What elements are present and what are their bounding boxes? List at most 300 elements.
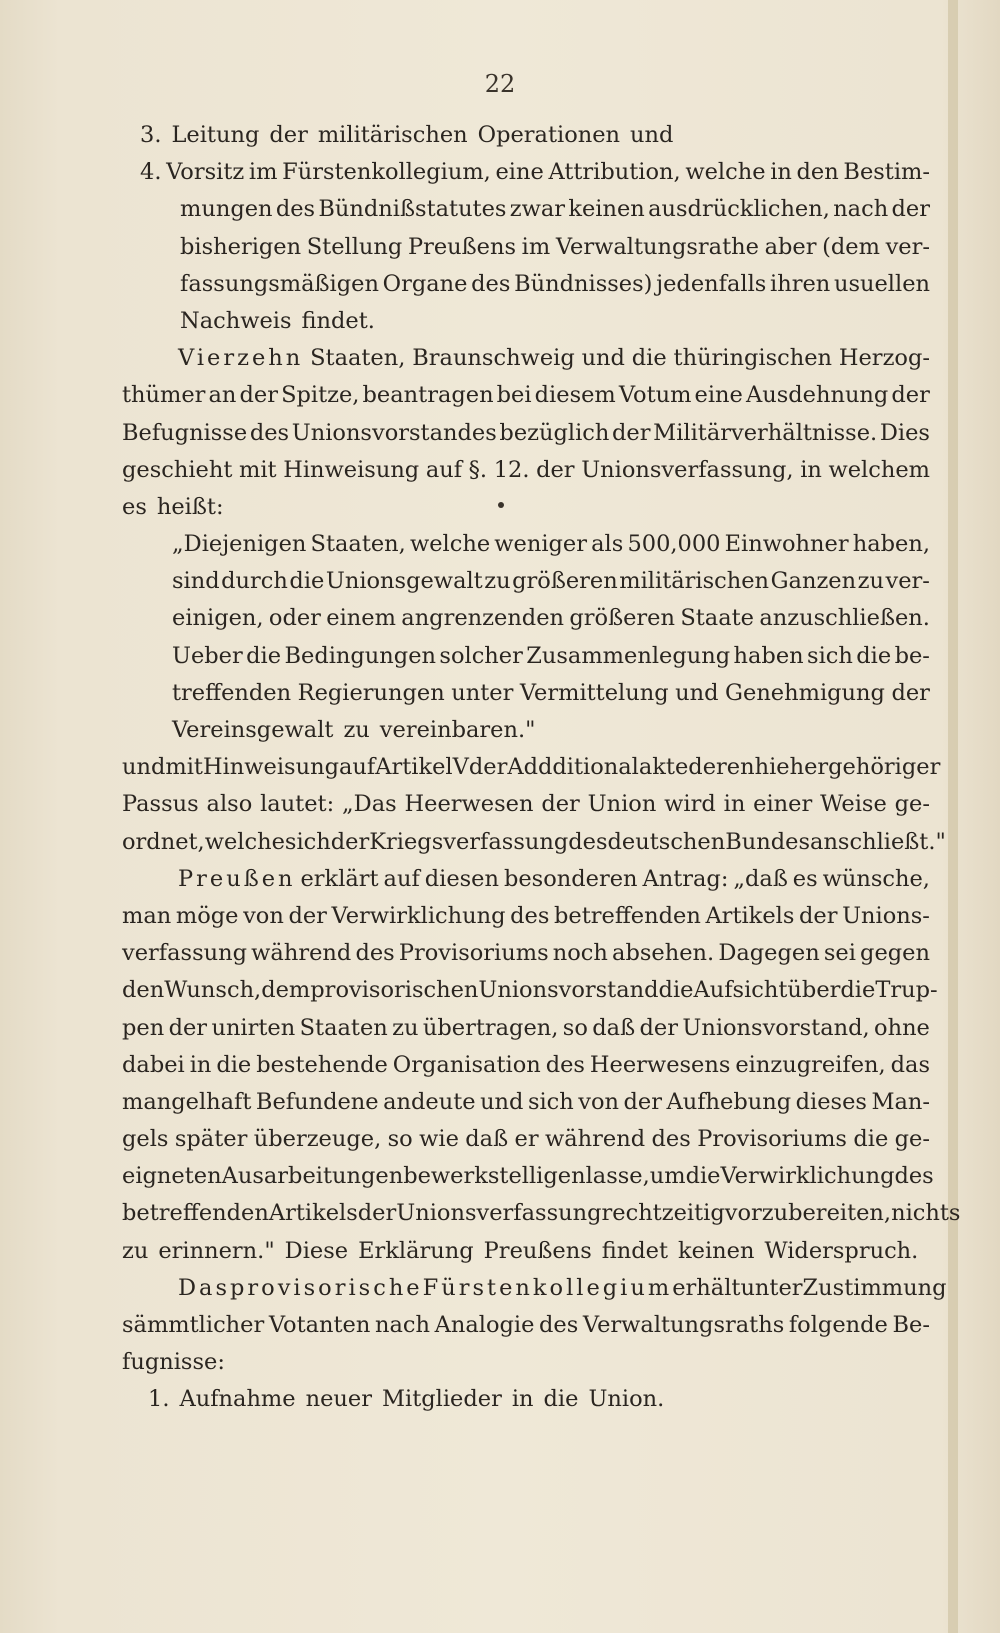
- text-line: [122, 303, 930, 340]
- word: findet: [601, 1237, 669, 1264]
- text-line: [122, 935, 930, 972]
- word: Ausarbeitungen: [221, 1163, 404, 1190]
- word: einzugreifen,: [735, 1051, 886, 1078]
- word: nach: [833, 196, 889, 223]
- word: um: [649, 1163, 686, 1190]
- word: des: [651, 1126, 691, 1153]
- word: die: [631, 345, 667, 372]
- word: von: [578, 1088, 620, 1115]
- word: wird: [664, 791, 716, 818]
- word: dieses: [795, 1088, 867, 1115]
- text-line: [122, 154, 930, 191]
- page-edge: [948, 0, 958, 1633]
- word: dabei: [122, 1051, 185, 1078]
- text-line: [122, 1195, 961, 1232]
- word: Dagegen: [718, 940, 820, 967]
- word: auf: [425, 456, 463, 483]
- word: Analogie: [434, 1312, 535, 1338]
- word: so: [387, 1126, 413, 1153]
- word: Fürstenkollegium: [422, 1274, 673, 1301]
- word: Aufnahme: [179, 1386, 296, 1413]
- word: keinen: [678, 1237, 755, 1264]
- word: hieher: [754, 754, 829, 781]
- word: der: [623, 1088, 662, 1115]
- word: der: [269, 122, 308, 148]
- text-line: [122, 1158, 934, 1195]
- word: durch: [221, 568, 288, 595]
- word: einer: [753, 791, 813, 818]
- word: Stellung: [306, 233, 403, 260]
- word: welchem: [828, 456, 930, 483]
- word: thüringischen: [673, 345, 833, 372]
- word: der: [639, 1014, 678, 1041]
- text-line: [122, 452, 930, 489]
- word: Heerwesen: [404, 791, 534, 818]
- word: Preußens: [407, 233, 517, 260]
- word: be-: [894, 642, 930, 669]
- text-line: [122, 1233, 930, 1270]
- word: Fürstenkollegium,: [282, 159, 491, 186]
- word: heißt:: [156, 493, 224, 520]
- word: über: [787, 977, 841, 1004]
- word: von: [243, 902, 284, 929]
- word: noch: [552, 940, 608, 967]
- word: Leitung: [171, 122, 260, 148]
- word: Union: [587, 791, 657, 818]
- word: Unions-: [842, 902, 930, 929]
- word: haben: [733, 642, 804, 669]
- word: übertragen,: [422, 1014, 559, 1041]
- text-line: [122, 1047, 930, 1084]
- word: die: [685, 1163, 721, 1190]
- word: „Diejenigen: [172, 531, 307, 558]
- word: provisorische: [230, 1274, 423, 1301]
- word: im: [521, 233, 551, 260]
- word: ge-: [894, 1126, 930, 1153]
- word: Genehmigung: [725, 679, 885, 706]
- word: welche: [204, 828, 285, 855]
- word: Addditionalakte: [507, 754, 689, 781]
- word: des: [275, 196, 316, 223]
- word: Operationen: [477, 122, 621, 148]
- word: daß: [592, 1014, 636, 1041]
- word: Zustimmung: [802, 1274, 947, 1301]
- word: thümer: [122, 382, 206, 409]
- text-line: [122, 191, 930, 228]
- word: Braunschweig: [412, 345, 575, 372]
- word: Bundes: [725, 828, 811, 855]
- word: Herzog-: [838, 345, 930, 372]
- text-line: [122, 898, 930, 935]
- word: Befundene: [255, 1088, 379, 1115]
- text-line: [122, 526, 930, 563]
- word: die: [289, 568, 325, 595]
- word: vorzubereiten,: [724, 1200, 892, 1227]
- word: des: [471, 270, 511, 297]
- word: 1.: [148, 1386, 170, 1413]
- word: die: [840, 977, 876, 1004]
- word: Kriegsverfassung: [369, 828, 569, 855]
- word: sich: [284, 828, 331, 855]
- word: Be-: [892, 1312, 930, 1338]
- word: Verwaltungsrathe: [555, 233, 759, 260]
- word: der: [357, 1200, 397, 1227]
- word: ordnet,: [122, 828, 205, 855]
- word: verfassung: [122, 940, 248, 967]
- word: ver-: [885, 568, 930, 595]
- word: Artikels: [705, 902, 795, 929]
- word: keinen: [568, 196, 645, 223]
- word: welche: [409, 531, 491, 558]
- word: Diese: [284, 1237, 349, 1264]
- word: Votum: [618, 382, 692, 409]
- word: auf: [383, 865, 420, 892]
- word: gels: [122, 1126, 169, 1153]
- word: nichts: [891, 1200, 961, 1227]
- word: bei: [496, 382, 532, 409]
- word: Unionsverfassung: [396, 1200, 602, 1227]
- word: fugnisse:: [122, 1349, 225, 1376]
- word: „Das: [342, 791, 397, 818]
- word: einigen,: [172, 605, 264, 632]
- word: Hinweisung: [283, 456, 420, 483]
- word: dem: [261, 977, 311, 1004]
- word: des: [510, 902, 550, 929]
- word: treffenden: [172, 679, 292, 706]
- word: ohne: [874, 1014, 930, 1041]
- word: usuellen: [833, 270, 930, 297]
- word: V: [452, 754, 469, 781]
- word: geschieht: [122, 456, 233, 483]
- word: Einwohner: [724, 531, 849, 558]
- word: folgende: [788, 1312, 888, 1338]
- word: lasse,: [585, 1163, 650, 1190]
- word: der: [239, 382, 278, 409]
- word: Regierungen: [297, 679, 445, 706]
- word: anzuschließen.: [759, 605, 930, 632]
- page-number: 22: [484, 70, 516, 98]
- word: der: [468, 754, 508, 781]
- word: der: [288, 902, 327, 929]
- word: der: [541, 791, 580, 818]
- word: Vierzehn: [178, 345, 304, 372]
- word: vereinbaren.": [379, 717, 536, 743]
- word: Verwaltungsraths: [582, 1312, 785, 1338]
- word: aber: [764, 233, 817, 260]
- word: sämmtlicher: [122, 1312, 265, 1338]
- word: militärischen: [317, 122, 468, 148]
- text-line: [122, 1381, 930, 1418]
- word: Mitglieder: [381, 1386, 502, 1413]
- word: ausdrücklichen,: [648, 196, 830, 223]
- word: zu: [484, 568, 511, 595]
- text-line: [122, 1270, 947, 1307]
- word: der: [330, 828, 370, 855]
- word: beantragen: [362, 382, 494, 409]
- word: erhält: [672, 1274, 741, 1301]
- word: es: [792, 865, 818, 892]
- word: rechtzeitig: [601, 1200, 725, 1227]
- word: größeren: [512, 568, 618, 595]
- text-body: [122, 117, 961, 1419]
- word: Bestim-: [843, 159, 930, 186]
- word: der: [891, 196, 930, 223]
- text-line: [122, 1307, 930, 1344]
- word: militärischen: [619, 568, 770, 595]
- word: in: [800, 456, 822, 483]
- word: zu: [343, 717, 370, 743]
- word: Artikel: [375, 754, 453, 781]
- word: bisherigen: [180, 233, 302, 260]
- word: Militärverhältnisse.: [653, 419, 878, 446]
- text-line: [122, 600, 930, 637]
- word: Vermittelung: [519, 679, 669, 706]
- word: bezüglich: [499, 419, 610, 446]
- word: Vorsitz: [166, 159, 245, 186]
- word: absehen.: [612, 940, 715, 967]
- word: Preußens: [483, 1237, 592, 1264]
- word: Unionsvorstand,: [682, 1014, 870, 1041]
- word: Dies: [879, 419, 930, 446]
- word: Zusammenlegung: [526, 642, 731, 669]
- word: also: [206, 791, 253, 818]
- word: es: [122, 493, 147, 520]
- word: ihren: [770, 270, 831, 297]
- word: Bedingungen: [284, 642, 437, 669]
- word: fassungsmäßigen: [180, 270, 379, 297]
- word: den: [796, 159, 839, 186]
- word: Passus: [122, 791, 199, 818]
- text-line: [122, 563, 930, 600]
- word: betreffenden: [122, 1200, 269, 1227]
- word: während: [251, 940, 352, 967]
- word: Unionsverfassung,: [581, 456, 794, 483]
- word: Ganzen: [770, 568, 857, 595]
- word: jedenfalls: [656, 270, 767, 297]
- word: Hinweisung: [202, 754, 339, 781]
- word: des: [249, 419, 290, 446]
- word: der: [536, 456, 575, 483]
- word: Trup-: [875, 977, 938, 1004]
- word: Wunsch,: [164, 977, 262, 1004]
- word: Widerspruch.: [764, 1237, 919, 1264]
- text-line: [122, 117, 930, 154]
- word: (dem: [822, 233, 880, 260]
- text-line: [122, 1010, 930, 1047]
- word: des: [894, 1163, 934, 1190]
- word: „daß: [733, 865, 788, 892]
- word: Antrag:: [642, 865, 729, 892]
- word: erinnern.": [158, 1237, 275, 1264]
- word: gegen: [860, 940, 930, 967]
- word: der: [798, 902, 838, 929]
- word: Provisoriums: [697, 1126, 847, 1153]
- word: solcher: [439, 642, 523, 669]
- word: des: [539, 1312, 579, 1338]
- word: der: [891, 382, 930, 409]
- word: überzeuge,: [253, 1126, 382, 1153]
- word: wie: [419, 1126, 459, 1153]
- word: zwar: [509, 196, 566, 223]
- word: Unionsvorstand: [478, 977, 659, 1004]
- word: sei: [823, 940, 856, 967]
- word: die: [853, 1126, 889, 1153]
- word: den: [122, 977, 165, 1004]
- word: 500,000: [627, 531, 721, 558]
- word: pen: [122, 1014, 165, 1041]
- text-line: [122, 266, 930, 303]
- word: deutschen: [607, 828, 726, 855]
- word: Ueber: [172, 642, 243, 669]
- text-line: [122, 749, 941, 786]
- word: mit: [165, 754, 203, 781]
- word: Attribution,: [548, 159, 681, 186]
- word: ge-: [894, 791, 930, 818]
- word: der: [612, 419, 651, 446]
- word: weniger: [494, 531, 588, 558]
- word: Man-: [871, 1088, 930, 1115]
- word: und: [675, 679, 719, 706]
- word: Bündnisses): [514, 270, 653, 297]
- word: andeute: [383, 1088, 476, 1115]
- word: unirten: [211, 1014, 296, 1041]
- word: und: [581, 345, 625, 372]
- word: Union.: [588, 1386, 665, 1413]
- text-line: [122, 415, 930, 452]
- word: diesen: [424, 865, 499, 892]
- word: oder: [268, 605, 321, 632]
- word: die: [543, 1386, 579, 1413]
- text-line: [122, 1344, 930, 1381]
- word: daß: [465, 1126, 509, 1153]
- word: zu: [122, 1237, 149, 1264]
- text-line: [122, 229, 930, 266]
- word: Bündnißstatutes: [318, 196, 507, 223]
- word: später: [174, 1126, 248, 1153]
- word: besonderen: [503, 865, 638, 892]
- word: lautet:: [260, 791, 335, 818]
- word: als: [591, 531, 624, 558]
- word: das: [890, 1051, 930, 1078]
- word: und: [480, 1088, 524, 1115]
- word: Staaten,: [310, 531, 406, 558]
- word: in: [189, 1051, 212, 1078]
- word: im: [248, 159, 278, 186]
- word: bewerkstelligen: [403, 1163, 586, 1190]
- word: zu: [857, 568, 884, 595]
- word: Nachweis: [180, 307, 292, 334]
- word: findet.: [301, 307, 375, 334]
- text-line: [122, 786, 930, 823]
- word: deren: [688, 754, 755, 781]
- word: und: [630, 122, 674, 148]
- word: einem: [326, 605, 396, 632]
- text-line: [122, 861, 930, 898]
- word: die: [216, 1051, 252, 1078]
- word: Unionsgewalt: [325, 568, 483, 595]
- word: ver-: [885, 233, 930, 260]
- word: betreffenden: [553, 902, 701, 929]
- word: Vereinsgewalt: [172, 717, 334, 743]
- word: man: [122, 902, 172, 929]
- word: provisorischen: [310, 977, 479, 1004]
- word: Spitze,: [281, 382, 360, 409]
- text-line: [122, 675, 930, 712]
- word: in: [723, 791, 746, 818]
- word: Organisation: [392, 1051, 541, 1078]
- word: eigneten: [122, 1163, 222, 1190]
- word: sich: [807, 642, 853, 669]
- word: der: [891, 679, 930, 706]
- word: während: [545, 1126, 646, 1153]
- word: §.: [468, 456, 488, 483]
- word: die: [658, 977, 694, 1004]
- text-line: [122, 824, 946, 861]
- word: sind: [172, 568, 220, 595]
- word: er: [514, 1126, 539, 1153]
- word: mungen: [180, 196, 273, 223]
- word: eine: [694, 382, 743, 409]
- word: unter: [740, 1274, 803, 1301]
- word: Votanten: [268, 1312, 371, 1338]
- text-line: [122, 712, 930, 749]
- word: in: [770, 159, 792, 186]
- word: so: [562, 1014, 588, 1041]
- word: neuer: [305, 1386, 372, 1413]
- word: gehöriger: [828, 754, 941, 781]
- word: Heerwesens: [589, 1051, 731, 1078]
- word: eine: [495, 159, 544, 186]
- word: des: [355, 940, 395, 967]
- text-line: [122, 638, 930, 675]
- word: mit: [239, 456, 277, 483]
- word: haben,: [852, 531, 930, 558]
- word: die: [856, 642, 892, 669]
- word: des: [568, 828, 608, 855]
- word: Weise: [820, 791, 887, 818]
- text-line: [122, 1084, 930, 1121]
- word: welche: [685, 159, 766, 186]
- word: Preußen: [178, 865, 296, 892]
- word: Organe: [382, 270, 468, 297]
- text-line: [122, 340, 930, 377]
- word: 4.: [140, 159, 162, 186]
- word: Erklärung: [358, 1237, 474, 1264]
- text-line: [122, 489, 930, 526]
- word: diesem: [534, 382, 616, 409]
- word: Artikels: [268, 1200, 358, 1227]
- word: anschließt.": [810, 828, 946, 855]
- word: wünsche,: [822, 865, 930, 892]
- text-line: [122, 1121, 930, 1158]
- word: angrenzenden: [401, 605, 565, 632]
- word: größeren: [569, 605, 675, 632]
- word: möge: [175, 902, 239, 929]
- word: mangelhaft: [122, 1088, 252, 1115]
- word: Aufsicht: [693, 977, 788, 1004]
- word: die: [246, 642, 282, 669]
- word: Verwirklichung: [331, 902, 506, 929]
- word: Staaten: [299, 1014, 388, 1041]
- word: Aufhebung: [666, 1088, 792, 1115]
- word: bestehende: [256, 1051, 388, 1078]
- word: nach: [374, 1312, 430, 1338]
- word: 3.: [140, 122, 162, 148]
- word: Das: [178, 1274, 231, 1301]
- word: Verwirklichung: [720, 1163, 895, 1190]
- word: der: [168, 1014, 208, 1041]
- text-line: [122, 972, 938, 1009]
